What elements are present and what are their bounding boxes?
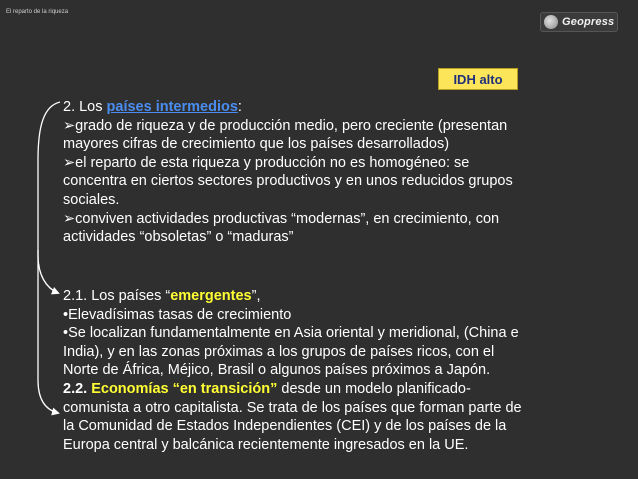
list-item: India), y en las zonas próximas a los grupos de países ricos, con el	[63, 343, 495, 360]
heading-suffix: :	[237, 99, 242, 115]
list-item-text: Elevadísimas tasas de crecimiento	[68, 306, 292, 323]
bullet-text: conviven actividades productivas “modernas”, en crecimiento, con	[75, 210, 500, 227]
bullet-line	[63, 210, 513, 229]
heading-suffix: ”,	[251, 288, 261, 304]
subsection-heading	[63, 380, 522, 399]
bullet-line: mayores cifras de crecimiento que los países desarrollados)	[63, 136, 450, 153]
dot-bullet-icon: •	[63, 325, 69, 342]
heading-prefix: 2. Los	[63, 99, 107, 115]
bullet-line: concentra en ciertos sectores productivos y en unos reducidos grupos	[63, 173, 513, 190]
logo-text: Geopress	[562, 16, 615, 28]
section-heading	[63, 287, 522, 306]
arrow-to-intermedios	[38, 102, 60, 293]
subsection-line: Europa central y balcánica recientemente ingresados en la UE.	[63, 436, 469, 453]
subsection-number: 2.2.	[63, 380, 88, 397]
geopress-logo	[540, 12, 618, 32]
list-item: Norte de África, Méjico, Brasil o algunos países próximos a Japón.	[63, 362, 491, 379]
bullet-line: actividades “obsoletas” o “maduras”	[63, 229, 294, 246]
economias-transicion-highlight: Economías “en transición”	[91, 380, 278, 397]
bullet-text: grado de riqueza y de producción medio, pero creciente (presentan	[75, 117, 508, 134]
paises-intermedios-section	[63, 98, 513, 247]
heading-prefix: 2.1. Los países “	[63, 288, 171, 304]
subsection-line: comunista a otro capitalista. Se trata de los países que forman parte de	[63, 399, 522, 416]
bullet-line	[63, 117, 513, 136]
section-heading	[63, 98, 513, 117]
bullet-text: el reparto de esta riqueza y producción no es homogéneo: se	[75, 154, 470, 171]
list-item-text: Se localizan fundamentalmente en Asia oriental y meridional, (China e	[68, 325, 519, 342]
arrow-bullet-icon: ➢	[63, 210, 76, 227]
paises-emergentes-section	[63, 287, 522, 454]
slide-title: El reparto de la riqueza	[6, 9, 69, 15]
list-item	[63, 324, 522, 343]
bullet-line: sociales.	[63, 191, 120, 208]
arrow-bullet-icon: ➢	[63, 117, 76, 134]
subsection-line: la Comunidad de Estados Independientes (CEI) y de los países de la	[63, 418, 507, 435]
list-item	[63, 306, 522, 325]
paises-intermedios-highlight: países intermedios	[106, 99, 238, 115]
bullet-line	[63, 154, 513, 173]
globe-icon	[544, 15, 558, 29]
idh-alto-badge: IDH alto	[438, 68, 518, 90]
subsection-text: desde un modelo planificado-	[277, 380, 471, 397]
emergentes-highlight: emergentes	[170, 288, 252, 304]
dot-bullet-icon: •	[63, 306, 69, 323]
arrow-to-transicion	[38, 250, 58, 413]
arrow-bullet-icon: ➢	[63, 154, 76, 171]
